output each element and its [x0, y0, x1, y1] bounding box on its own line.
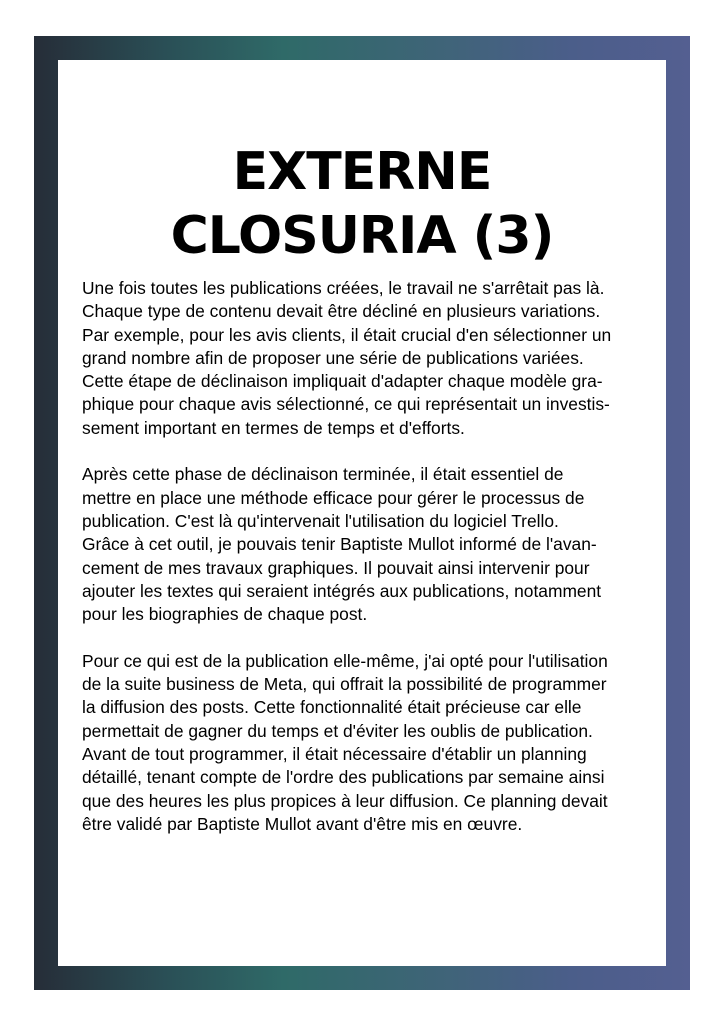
text-line: mettre en place une méthode efficace pour gérer le processus de [82, 487, 585, 508]
text-line: pour les biographies de chaque post. [82, 604, 368, 625]
paragraph-3 [82, 650, 660, 836]
document-page [58, 60, 666, 966]
text-line: la diffusion des posts. Cette fonctionnalité était précieuse car elle [82, 697, 582, 718]
text-line: que des heures les plus propices à leur diffusion. Ce planning devait [82, 790, 608, 811]
title-line-2: CLOSURIA (3) [170, 206, 554, 266]
text-line: phique pour chaque avis sélectionné, ce qui représentait un investis- [82, 394, 610, 415]
text-line: cement de mes travaux graphiques. Il pouvait ainsi intervenir pour [82, 557, 590, 578]
text-line: Chaque type de contenu devait être décliné en plusieurs variations. [82, 301, 601, 322]
text-line: Pour ce qui est de la publication elle-même, j'ai opté pour l'utilisation [82, 650, 608, 671]
text-line: Grâce à cet outil, je pouvais tenir Baptiste Mullot informé de l'avan- [82, 534, 597, 555]
text-line: Par exemple, pour les avis clients, il était crucial d'en sélectionner un [82, 324, 612, 345]
page-title [58, 140, 666, 268]
text-line: publication. C'est là qu'intervenait l'utilisation du logiciel Trello. [82, 510, 559, 531]
text-line: Avant de tout programmer, il était nécessaire d'établir un planning [82, 743, 587, 764]
text-line: grand nombre afin de proposer une série de publications variées. [82, 347, 584, 368]
text-line: de la suite business de Meta, qui offrait la possibilité de programmer [82, 674, 607, 695]
text-line: détaillé, tenant compte de l'ordre des publications par semaine ainsi [82, 767, 605, 788]
text-line: ajouter les textes qui seraient intégrés aux publications, notamment [82, 580, 602, 601]
paragraph-2 [82, 463, 660, 626]
paragraph-1 [82, 277, 660, 440]
title-line-1: EXTERNE [232, 142, 492, 202]
text-line: Après cette phase de déclinaison terminée, il était essentiel de [82, 464, 564, 485]
text-line: être validé par Baptiste Mullot avant d'être mis en œuvre. [82, 813, 523, 834]
text-line: sement important en termes de temps et d'efforts. [82, 417, 465, 438]
text-line: Une fois toutes les publications créées, le travail ne s'arrêtait pas là. [82, 278, 605, 298]
text-line: permettait de gagner du temps et d'éviter les oublis de publication. [82, 720, 593, 741]
body-text [82, 277, 660, 859]
text-line: Cette étape de déclinaison impliquait d'adapter chaque modèle gra- [82, 371, 603, 392]
page-border-frame [34, 36, 690, 990]
